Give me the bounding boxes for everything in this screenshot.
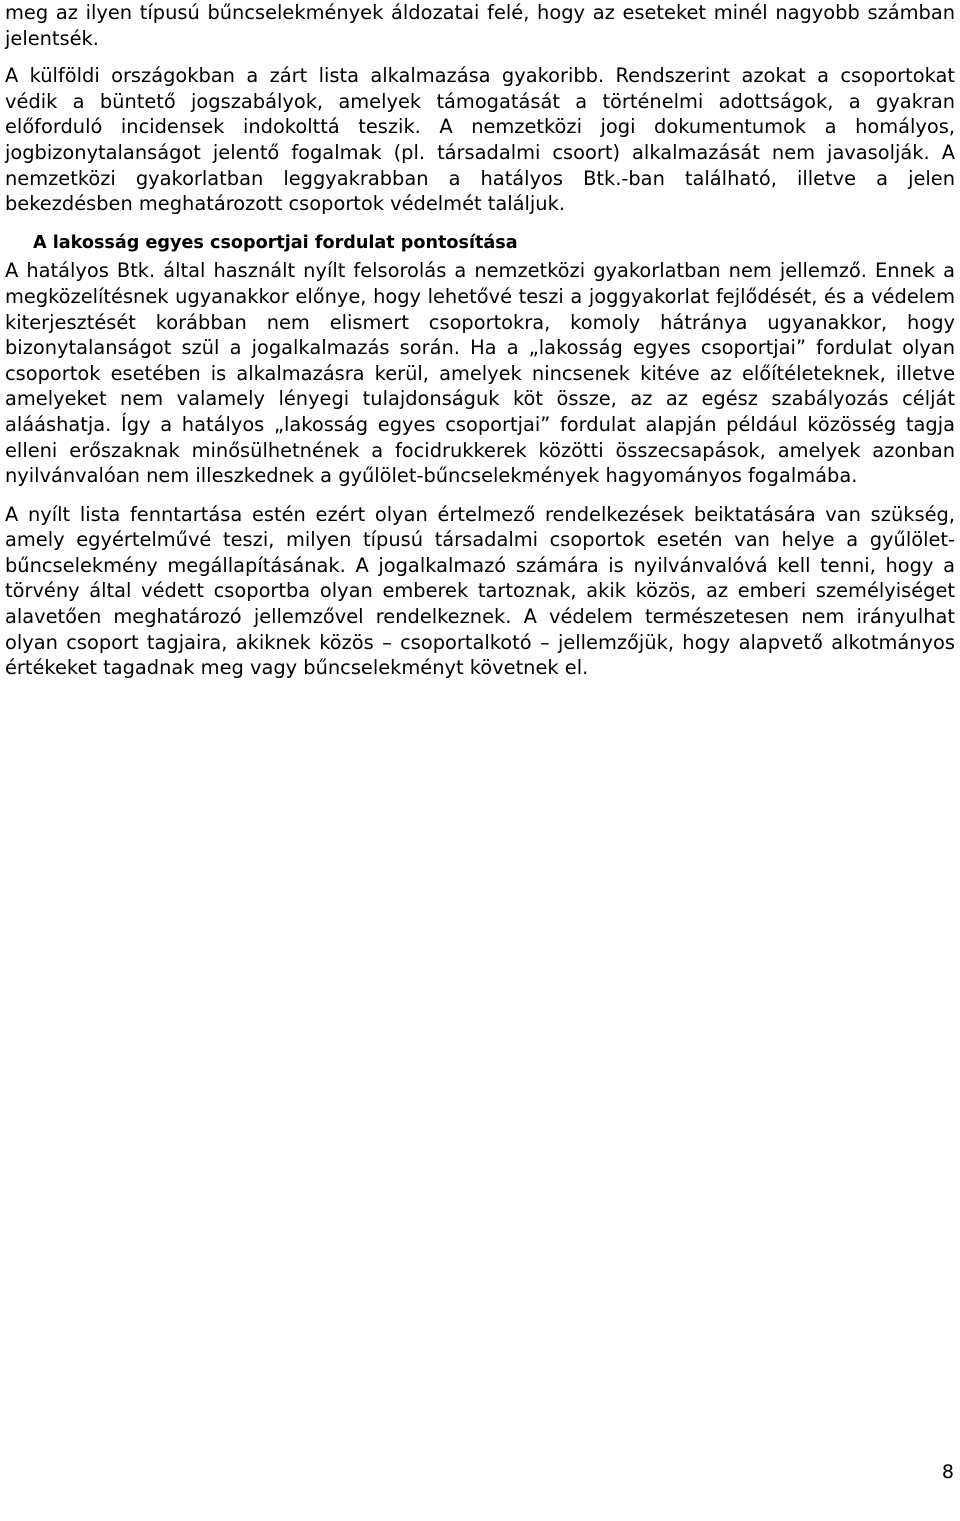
paragraph-interpretive-provisions: A nyílt lista fenntartása estén ezért olyan értelmező rendelkezések beiktatására van szükség, amely egyértelművé teszi, milyen típusú társadalmi csoportok esetén van helye a gyűlölet-bűncselekmény megállapításának. A jogalkalmazó számára is nyilvánvalóvá kell tenni, hogy a törvény által védett csoportba olyan emberek tartoznak, akik közös, az emberi személyiséget alavetően meghatározó jellemzővel rendelkeznek. A védelem természetesen nem irányulhat olyan csoport tagjaira, akiknek közös – csoportalkotó – jellemzőjük, hogy alapvető alkotmányos értékeket tagadnak meg vagy bűncselekményt követnek el. — [5, 502, 955, 680]
paragraph-open-list: A hatályos Btk. által használt nyílt felsorolás a nemzetközi gyakorlatban nem jellemző. Ennek a megközelítésnek ugyanakkor előnye, hogy lehetővé teszi a joggyakorlat fejlődését, és a védelem kiterjesztését korábban nem elismert csoportokra, komoly hátránya ugyanakkor, hogy bizonytalanságot szül a jogalkalmazás során. Ha a „lakosság egyes csoportjai” fordulat olyan csoportok esetében is alkalmazásra kerül, amelyek nincsenek kitéve az előítéleteknek, illetve amelyeket nem valamely lényegi tulajdonságuk köt össze, az az egész szabályozás célját alááshatja. Így a hatályos „lakosság egyes csoportjai” fordulat alapján például közösség tagja elleni erőszaknak minősülhetnének a focidrukkerek közötti összecsapások, amelyek azonban nyilvánvalóan nem illeszkednek a gyűlölet-bűncselekmények hagyományos fogalmába. — [5, 259, 955, 488]
paragraph-foreign-practice: A külföldi országokban a zárt lista alkalmazása gyakoribb. Rendszerint azokat a csoportokat védik a büntető jogszabályok, amelyek támogatását a történelmi adottságok, a gyakran előforduló incidensek indokolttá teszik. A nemzetközi jogi dokumentumok a homályos, jogbizonytalanságot jelentő fogalmak (pl. társadalmi csoort) alkalmazását nem javasolják. A nemzetközi gyakorlatban leggyakrabban a hatályos Btk.-ban található, illetve a jelen bekezdésben meghatározott csoportok védelmét találjuk. — [5, 64, 955, 216]
document-page — [5, 0, 955, 681]
page-number: 8 — [941, 1461, 954, 1483]
section-heading: A lakosság egyes csoportjai fordulat pontosítása — [33, 232, 518, 253]
paragraph-continuation: meg az ilyen típusú bűncselekmények áldozatai felé, hogy az eseteket minél nagyobb számban jelentsék. — [5, 1, 955, 50]
